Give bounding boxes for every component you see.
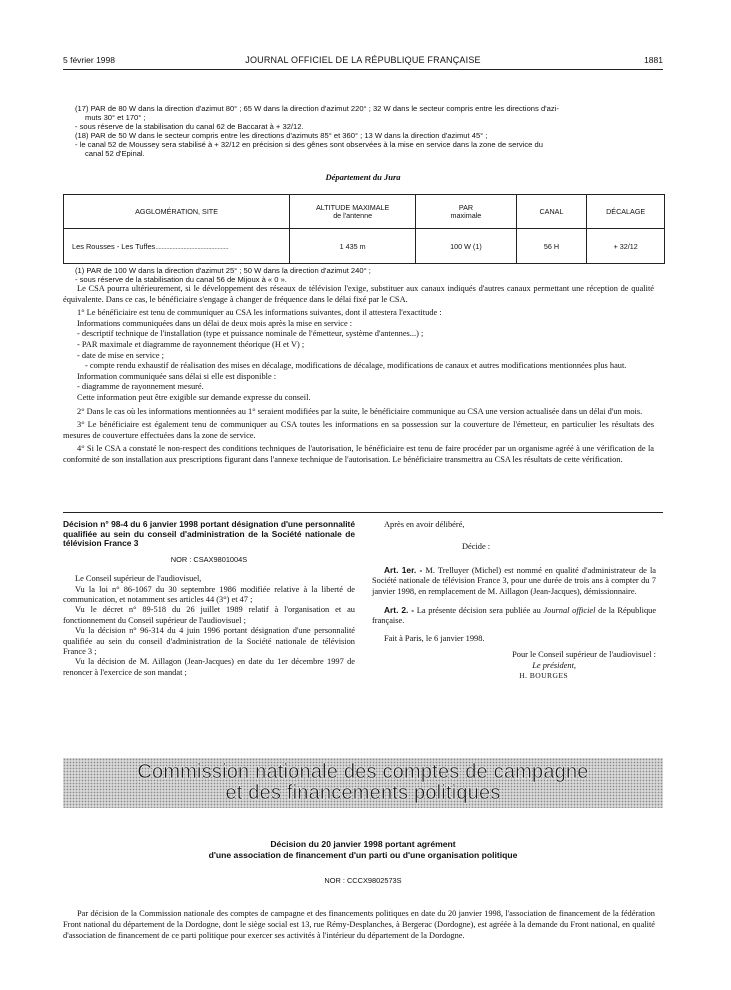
article-1-label: Art. 1er. - [384, 564, 423, 575]
list-item: - descriptif technique de l'installation (type et puissance nominale de l'émetteur, système d'antennes...) ; [77, 329, 424, 339]
decision-left-column [63, 520, 355, 678]
signature-name: H. BOURGES [519, 671, 568, 681]
authorization-body [63, 284, 654, 466]
list-item: - compte rendu exhaustif de réalisation des mises en décalage, modifications de décalage, modifications de canaux et autres modifications mentionnées plus haut. [85, 361, 627, 371]
signature-for: Pour le Conseil supérieur de l'audiovisuel : [512, 650, 656, 660]
deliberation-text: Après en avoir délibéré, [384, 520, 465, 529]
cell-altitude: 1 435 m [290, 229, 416, 264]
decision-2-title: Décision du 20 janvier 1998 portant agrément d'une association de financement d'un parti ou d'une organisation politique [208, 839, 518, 860]
header-rule [63, 69, 663, 70]
decision-2-nor: NOR : CCCX9802573S [324, 876, 402, 885]
note-line: (18) PAR de 50 W dans le secteur compris entre les directions d'azimuts 85° et 360° ; 13 W dans la direction d'azimut 45° ; [75, 131, 488, 140]
note-line: (1) PAR de 100 W dans la direction d'azimut 25° ; 50 W dans la direction d'azimut 240° ; [75, 266, 371, 275]
cell-canal: 56 H [516, 229, 587, 264]
done-at: Fait à Paris, le 6 janvier 1998. [384, 633, 485, 643]
page-header [63, 55, 663, 69]
decide-text: Décide : [462, 542, 491, 552]
note-line: (17) PAR de 80 W dans la direction d'azimut 80° ; 65 W dans la direction d'azimut 220° ; 32 W dans le secteur compris entre les directions d'azi- [75, 104, 559, 113]
journal-officiel-ref: Journal officiel [543, 606, 596, 616]
banner-line-1: Commission nationale des comptes de campagne [137, 761, 589, 783]
paragraph: Informations communiquées dans un délai de deux mois après la mise en service : [77, 318, 353, 328]
note-line: - le canal 52 de Moussey sera stabilisé à + 32/12 en précision si des gênes sont observées à la mise en service dans la zone de service du [75, 140, 543, 149]
article-2: Art. 2. - La présente décision sera publiée au Journal officiel de la République française. [372, 605, 657, 626]
article-1-text: M. Trelluyer (Michel) est nommé en qualité d'administrateur de la Société nationale de télévision France 3, pour une durée de trois ans à compter du 7 janvier 1998, en remplacement de M. Aillagon (Jean-Jacques), démissionnaire. [372, 565, 656, 596]
article-2-label: Art. 2. - [384, 605, 415, 616]
paragraph: Le CSA pourra ultérieurement, si le développement des réseaux de télévision l'exige, substituer aux canaux indiqués d'autres canaux permettant une réception de qualité équivalente. Dans ce cas, le bénéficiaire s'engage à changer de fréquence dans le délai fixé par le CSA. [63, 284, 654, 304]
paragraph: Vu la loi n° 86-1067 du 30 septembre 1986 modifiée relative à la liberté de communication, et notamment ses articles 44 (3°) et 47 ; [63, 584, 355, 604]
department-title: Département du Jura [325, 172, 401, 182]
cell-decalage: + 32/12 [587, 229, 665, 264]
paragraph: Vu la décision de M. Aillagon (Jean-Jacques) en date du 1er décembre 1997 de renoncer à l'exercice de son mandat ; [63, 657, 355, 677]
note-line: canal 52 d'Epinal. [85, 149, 145, 158]
decision-nor: NOR : CSAX9801004S [170, 554, 248, 564]
paragraph: Vu le décret n° 89-518 du 26 juillet 1989 relatif à l'organisation et au fonctionnement du Conseil supérieur de l'audiovisuel ; [63, 605, 355, 625]
paragraph: 4° Si le CSA a constaté le non-respect des conditions techniques de l'autorisation, le bénéficiaire est tenu de faire procéder par un organisme agréé à une vérification de la conformité de son installation aux prescriptions figurant dans l'annexe technique de l'autorisation. Le bénéficiaire transmettra au CSA les résultats de cette vérification. [63, 444, 654, 464]
paragraph: Par décision de la Commission nationale des comptes de campagne et des financements politiques en date du 20 janvier 1998, l'association de financement de la fédération Front national du département de la Dordogne, dont le siège social est 13, rue Rémy-Desplanches, à Bergerac (Dordogne), est agréée à la demande du Front national, en qualité d'association de financement de ce parti politique pour exercer ses activités à l'intérieur du département de la Dordogne. [63, 909, 655, 940]
paragraph: Information communiquée sans délai si elle est disponible : [77, 371, 277, 381]
paragraph: 3° Le bénéficiaire est également tenu de communiquer au CSA toutes les informations en sa possession sur la couverture de l'émetteur, en particulier les résultats des mesures de couverture effectuées dans la zone de service. [63, 420, 654, 440]
commission-banner [63, 758, 663, 808]
banner-line-2: et des financements politiques [225, 782, 501, 804]
cell-site: Les Rousses - Les Tuffes............................................... [64, 229, 290, 264]
paragraph: Cette information peut être exigible sur demande expresse du conseil. [77, 392, 311, 402]
list-item: - diagramme de rayonnement mesuré. [77, 382, 204, 392]
decision-2-body [63, 909, 655, 942]
paragraph: 2° Dans le cas où les informations mentionnées au 1° seraient modifiées par la suite, le bénéficiaire communique au CSA une version actualisée dans un délai d'un mois. [77, 406, 643, 416]
table-header-row [64, 195, 665, 229]
table-row [64, 229, 665, 264]
note-line: - sous réserve de la stabilisation du canal 56 de Mijoux à « 0 ». [75, 275, 287, 284]
article-1 [372, 565, 656, 597]
note-line: muts 30° et 170° ; [85, 113, 146, 122]
paragraph: 1° Le bénéficiaire est tenu de communiquer au CSA les informations suivantes, dont il attestera l'exactitude : [77, 308, 442, 318]
frequency-table [63, 194, 665, 264]
header-page-number: 1881 [644, 55, 663, 65]
section-rule [63, 512, 663, 513]
header-date: 5 février 1998 [63, 55, 115, 65]
cell-par: 100 W (1) [416, 229, 516, 264]
col-header-canal: CANAL [516, 195, 587, 229]
list-item: - PAR maximale et diagramme de rayonnement théorique (H et V) ; [77, 339, 305, 349]
paragraph: Le Conseil supérieur de l'audiovisuel, [75, 574, 202, 584]
col-header-site: AGGLOMÉRATION, SITE [64, 195, 290, 229]
header-journal-title: JOURNAL OFFICIEL DE LA RÉPUBLIQUE FRANÇAISE [245, 55, 481, 65]
note-line: - sous réserve de la stabilisation du canal 62 de Baccarat à + 32/12. [75, 122, 304, 131]
col-header-altitude: ALTITUDE MAXIMALE de l'antenne [290, 195, 416, 229]
col-header-decalage: DÉCALAGE [587, 195, 665, 229]
table-notes [75, 266, 655, 284]
col-header-par: PAR maximale [416, 195, 516, 229]
decision-right-column [372, 520, 656, 681]
decision-title: Décision n° 98-4 du 6 janvier 1998 portant désignation d'une personnalité qualifiée au sein du conseil d'administration de la Société nationale de télévision France 3 [63, 519, 355, 549]
list-item: - date de mise en service ; [77, 350, 164, 360]
paragraph: Vu la décision n° 96-314 du 4 juin 1996 portant désignation d'une personnalité qualifiée au sein du conseil d'administration de la Société nationale de télévision France 3 ; [63, 626, 355, 657]
top-notes [75, 104, 655, 158]
signature-role: Le président, [532, 660, 576, 670]
